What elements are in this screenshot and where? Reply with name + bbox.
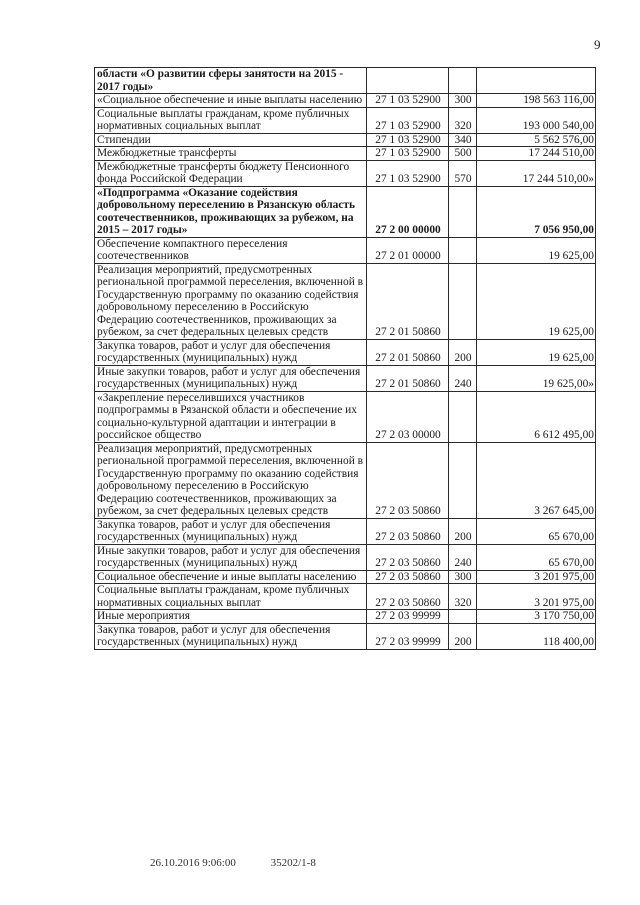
row-code-cell: 27 2 03 99999 bbox=[367, 623, 449, 649]
row-name-cell: Иные закупки товаров, работ и услуг для обеспечения государственных (муниципальных) нужд bbox=[95, 365, 367, 391]
row-name-cell: Стипендии bbox=[95, 133, 367, 147]
table-row bbox=[95, 107, 596, 133]
row-code-cell: 27 1 03 52900 bbox=[367, 133, 449, 147]
row-expense-type-cell bbox=[449, 442, 477, 518]
row-name-cell: Иные мероприятия bbox=[95, 610, 367, 624]
row-sum-cell: 3 201 975,00 bbox=[477, 584, 596, 610]
row-expense-type-cell: 570 bbox=[449, 160, 477, 186]
row-code-cell: 27 2 03 50860 bbox=[367, 518, 449, 544]
row-name-cell: Реализация мероприятий, предусмотренных региональной программой переселения, включенной в Государственную программу по оказанию содействия добровольному переселению в Российскую Федерацию соотечественников, проживающих за рубежом, за счет федеральных целевых средств bbox=[95, 442, 367, 518]
row-name-cell: Социальное обеспечение и иные выплаты населению bbox=[95, 570, 367, 584]
row-code-cell: 27 2 01 50860 bbox=[367, 263, 449, 339]
table-row bbox=[95, 623, 596, 649]
row-sum-cell: 3 267 645,00 bbox=[477, 442, 596, 518]
document-footer bbox=[150, 857, 348, 869]
row-expense-type-cell bbox=[449, 263, 477, 339]
footer-doc-id: 35202/1-8 bbox=[270, 857, 316, 869]
budget-table-body bbox=[95, 68, 596, 650]
row-name-cell: области «О развитии сферы занятости на 2015 - 2017 годы» bbox=[95, 68, 367, 94]
row-code-cell: 27 1 03 52900 bbox=[367, 107, 449, 133]
row-sum-cell: 193 000 540,00 bbox=[477, 107, 596, 133]
row-sum-cell: 19 625,00 bbox=[477, 339, 596, 365]
row-expense-type-cell: 240 bbox=[449, 365, 477, 391]
row-sum-cell: 7 056 950,00 bbox=[477, 186, 596, 237]
row-sum-cell: 19 625,00 bbox=[477, 237, 596, 263]
row-code-cell: 27 2 03 50860 bbox=[367, 584, 449, 610]
row-sum-cell: 3 201 975,00 bbox=[477, 570, 596, 584]
table-row bbox=[95, 263, 596, 339]
row-name-cell: Социальные выплаты гражданам, кроме публичных нормативных социальных выплат bbox=[95, 584, 367, 610]
table-row bbox=[95, 186, 596, 237]
row-code-cell: 27 2 03 50860 bbox=[367, 544, 449, 570]
row-name-cell: Обеспечение компактного переселения соотечественников bbox=[95, 237, 367, 263]
row-expense-type-cell bbox=[449, 68, 477, 94]
table-row bbox=[95, 237, 596, 263]
row-expense-type-cell: 320 bbox=[449, 584, 477, 610]
row-expense-type-cell: 340 bbox=[449, 133, 477, 147]
row-code-cell: 27 2 03 50860 bbox=[367, 570, 449, 584]
table-row bbox=[95, 94, 596, 108]
row-sum-cell: 65 670,00 bbox=[477, 518, 596, 544]
row-code-cell: 27 1 03 52900 bbox=[367, 94, 449, 108]
row-sum-cell: 6 612 495,00 bbox=[477, 391, 596, 442]
row-name-cell: Закупка товаров, работ и услуг для обеспечения государственных (муниципальных) нужд bbox=[95, 518, 367, 544]
footer-timestamp: 26.10.2016 9:06:00 bbox=[150, 857, 236, 869]
row-name-cell: Межбюджетные трансферты бюджету Пенсионного фонда Российской Федерации bbox=[95, 160, 367, 186]
row-name-cell: «Социальное обеспечение и иные выплаты населению bbox=[95, 94, 367, 108]
row-expense-type-cell: 500 bbox=[449, 147, 477, 161]
row-name-cell: «Закрепление переселившихся участников подпрограммы в Рязанской области и обеспечение их социально-культурной адаптации и интеграции в российское общество bbox=[95, 391, 367, 442]
row-expense-type-cell: 200 bbox=[449, 339, 477, 365]
budget-table bbox=[94, 67, 596, 650]
row-expense-type-cell: 240 bbox=[449, 544, 477, 570]
page-number: 9 bbox=[594, 37, 601, 52]
table-row bbox=[95, 339, 596, 365]
row-name-cell: Межбюджетные трансферты bbox=[95, 147, 367, 161]
row-expense-type-cell bbox=[449, 186, 477, 237]
row-expense-type-cell: 200 bbox=[449, 623, 477, 649]
row-code-cell: 27 2 01 50860 bbox=[367, 365, 449, 391]
row-name-cell: «Подпрограмма «Оказание содействия добровольному переселению в Рязанскую область соотечественников, проживающих за рубежом, на 2015 – 2017 годы» bbox=[95, 186, 367, 237]
row-expense-type-cell: 320 bbox=[449, 107, 477, 133]
row-expense-type-cell bbox=[449, 237, 477, 263]
row-expense-type-cell bbox=[449, 391, 477, 442]
row-sum-cell: 65 670,00 bbox=[477, 544, 596, 570]
row-sum-cell: 5 562 576,00 bbox=[477, 133, 596, 147]
row-sum-cell: 118 400,00 bbox=[477, 623, 596, 649]
row-expense-type-cell: 200 bbox=[449, 518, 477, 544]
row-code-cell: 27 2 03 99999 bbox=[367, 610, 449, 624]
row-code-cell: 27 2 03 50860 bbox=[367, 442, 449, 518]
table-row bbox=[95, 570, 596, 584]
row-name-cell: Реализация мероприятий, предусмотренных региональной программой переселения, включенной в Государственную программу по оказанию содействия добровольному переселению в Российскую Федерацию соотечественников, проживающих за рубежом, за счет федеральных целевых средств bbox=[95, 263, 367, 339]
table-row bbox=[95, 584, 596, 610]
row-expense-type-cell bbox=[449, 610, 477, 624]
row-sum-cell: 17 244 510,00» bbox=[477, 160, 596, 186]
table-row bbox=[95, 133, 596, 147]
row-sum-cell: 198 563 116,00 bbox=[477, 94, 596, 108]
row-sum-cell bbox=[477, 68, 596, 94]
row-name-cell: Социальные выплаты гражданам, кроме публичных нормативных социальных выплат bbox=[95, 107, 367, 133]
table-row bbox=[95, 518, 596, 544]
row-code-cell: 27 2 01 50860 bbox=[367, 339, 449, 365]
row-expense-type-cell: 300 bbox=[449, 94, 477, 108]
row-sum-cell: 17 244 510,00 bbox=[477, 147, 596, 161]
row-code-cell: 27 1 03 52900 bbox=[367, 160, 449, 186]
table-row bbox=[95, 365, 596, 391]
table-row bbox=[95, 391, 596, 442]
row-sum-cell: 19 625,00 bbox=[477, 263, 596, 339]
table-row bbox=[95, 160, 596, 186]
row-sum-cell: 3 170 750,00 bbox=[477, 610, 596, 624]
row-code-cell: 27 2 03 00000 bbox=[367, 391, 449, 442]
table-row bbox=[95, 544, 596, 570]
table-row bbox=[95, 68, 596, 94]
table-row bbox=[95, 610, 596, 624]
row-code-cell: 27 2 01 00000 bbox=[367, 237, 449, 263]
row-name-cell: Закупка товаров, работ и услуг для обеспечения государственных (муниципальных) нужд bbox=[95, 623, 367, 649]
row-name-cell: Закупка товаров, работ и услуг для обеспечения государственных (муниципальных) нужд bbox=[95, 339, 367, 365]
row-code-cell: 27 1 03 52900 bbox=[367, 147, 449, 161]
row-name-cell: Иные закупки товаров, работ и услуг для обеспечения государственных (муниципальных) нужд bbox=[95, 544, 367, 570]
table-row bbox=[95, 442, 596, 518]
row-expense-type-cell: 300 bbox=[449, 570, 477, 584]
row-code-cell bbox=[367, 68, 449, 94]
row-sum-cell: 19 625,00» bbox=[477, 365, 596, 391]
table-row bbox=[95, 147, 596, 161]
row-code-cell: 27 2 00 00000 bbox=[367, 186, 449, 237]
